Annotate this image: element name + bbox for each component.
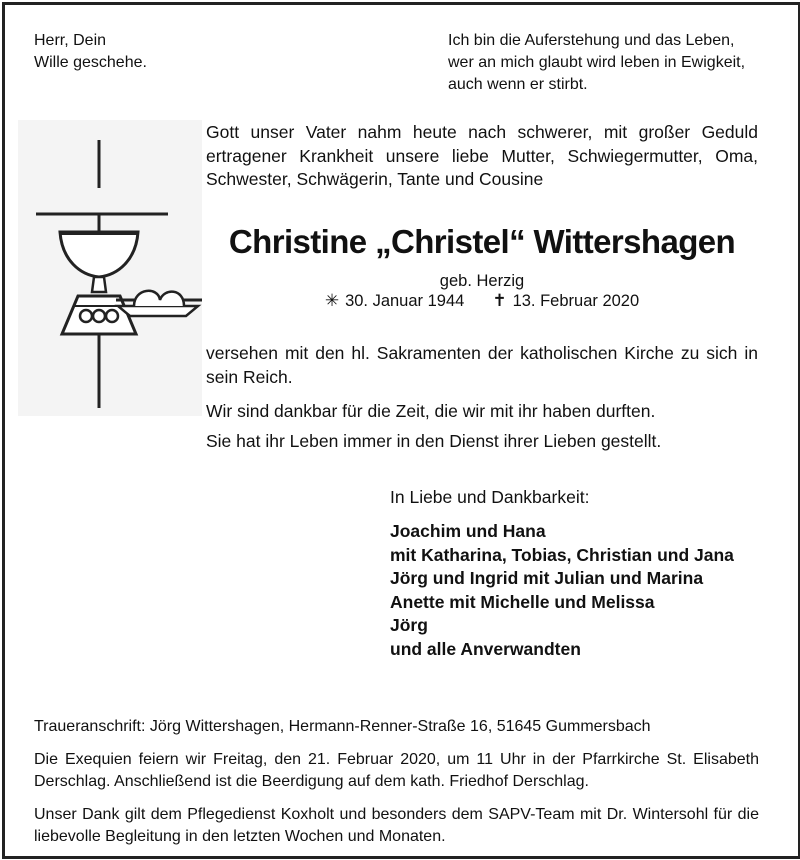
cross-icon: ✝	[492, 291, 507, 310]
motto-right-line: Ich bin die Auferstehung und das Leben,	[448, 32, 735, 49]
mourner-line: Jörg und Ingrid mit Julian und Marina	[390, 568, 704, 588]
motto-right-line: wer an mich glaubt wird leben in Ewigkeit,	[448, 54, 746, 71]
maiden-name: geb. Herzig	[439, 272, 525, 290]
thanks-text: Wir sind dankbar für die Zeit, die wir mit ihr haben durften.	[206, 401, 656, 421]
exequies-text: Die Exequien feiern wir Freitag, den 21. Februar 2020, um 11 Uhr in der Pfarrkirche St. Elisabeth Derschlag. Anschließend ist die Beerdigung auf dem kath. Friedhof Derschlag.	[34, 751, 759, 790]
mourner-line: und alle Anverwandten	[390, 638, 581, 659]
gratitude-text: Unser Dank gilt dem Pflegedienst Koxholt und besonders dem SAPV-Team mit Dr. Wintersohl für die liebevolle Begleitung in den letzten Wochen und Monaten.	[34, 806, 759, 845]
mourner-line: Anette mit Michelle und Melissa	[390, 591, 655, 612]
motto-left-line: Herr, Dein	[34, 32, 107, 49]
cross-chalice-bread-icon	[18, 120, 202, 416]
birth-date: 30. Januar 1944	[345, 292, 465, 310]
motto-right	[448, 30, 768, 96]
mourner-line: Jörg	[390, 615, 428, 635]
motto-right-line: auch wenn er stirbt.	[448, 76, 588, 93]
sacraments-text: versehen mit den hl. Sakramenten der katholischen Kirche zu sich in sein Reich.	[206, 343, 758, 387]
intro-text: Gott unser Vater nahm heute nach schwerer, mit großer Geduld ertragener Krankheit unsere liebe Mutter, Schwiegermutter, Oma, Schwester, Schwägerin, Tante und Cousine	[206, 122, 758, 189]
mourning-address: Traueranschrift: Jörg Wittershagen, Hermann-Renner-Straße 16, 51645 Gummersbach	[34, 718, 651, 735]
death-date: 13. Februar 2020	[512, 292, 640, 310]
life-dates	[206, 290, 758, 312]
mourner-line: Joachim und Hana	[390, 521, 546, 541]
star-icon: ✳	[324, 291, 340, 310]
mourners-list	[390, 520, 734, 661]
motto-left	[34, 30, 147, 74]
love-heading: In Liebe und Dankbarkeit:	[390, 487, 590, 507]
motto-left-line: Wille geschehe.	[34, 54, 147, 71]
mourner-line: mit Katharina, Tobias, Christian und Jana	[390, 544, 734, 565]
service-text: Sie hat ihr Leben immer in den Dienst ihrer Lieben gestellt.	[206, 431, 662, 451]
deceased-name: Christine „Christel“ Wittershagen	[228, 223, 736, 260]
